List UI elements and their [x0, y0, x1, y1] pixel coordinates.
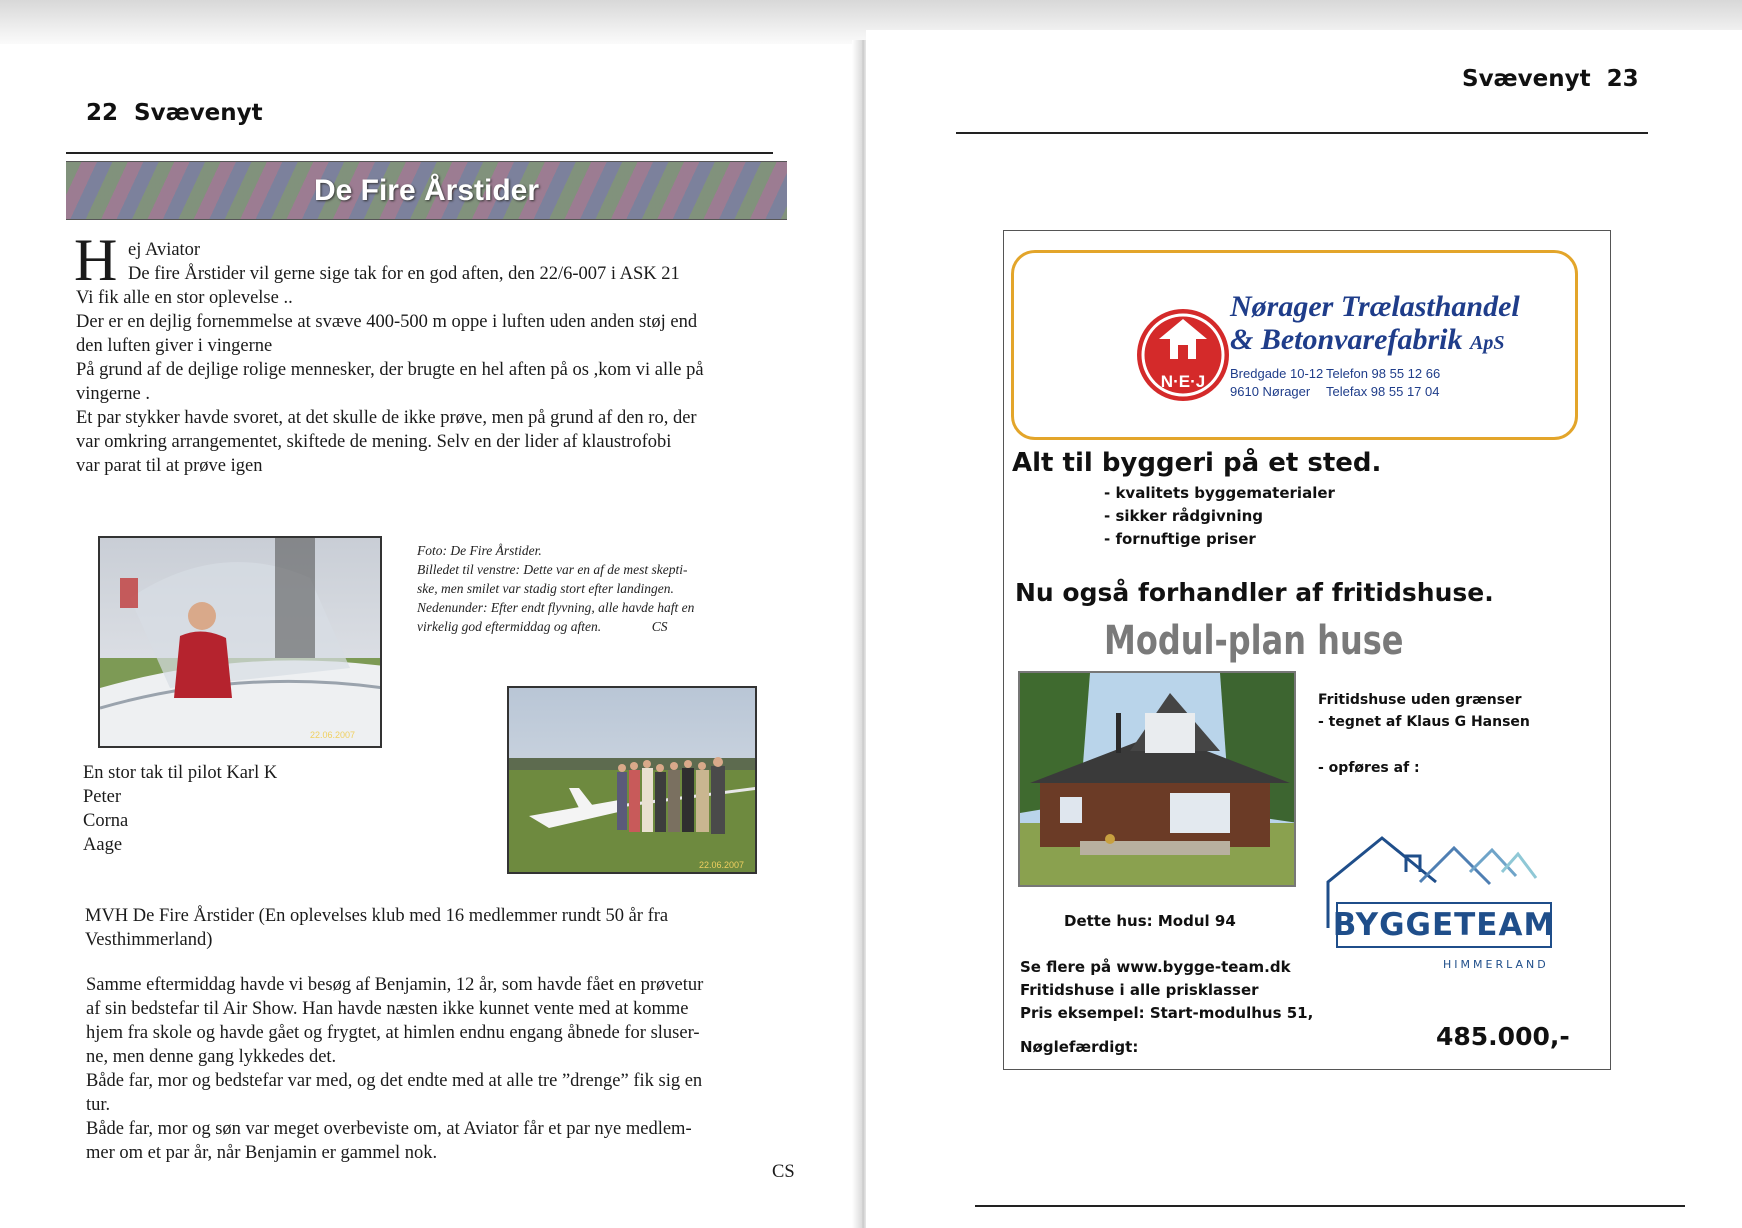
paragraph-line: Der er en dejlig fornemmelse at svæve 400-500 m oppe i luften uden anden støj end	[76, 312, 698, 332]
closing-line: af sin bedstefar til Air Show. Han havde næsten ikke kunnet vente med at komme	[86, 999, 689, 1019]
side-line: - tegnet af Klaus G Hansen	[1318, 714, 1530, 730]
company-name-line-2: & Betonvarefabrik ApS	[1230, 323, 1505, 356]
photo1-date-stamp: 22.06.2007	[310, 730, 356, 740]
company-suffix: ApS	[1470, 332, 1505, 354]
ad-bullet: - sikker rådgivning	[1104, 507, 1264, 525]
paragraph-line: var parat til at prøve igen	[76, 456, 263, 476]
right-footer-rule	[975, 1205, 1685, 1207]
paragraph-line: Et par stykker havde svoret, at det skulle de ikke prøve, men på grund af den ro, der	[76, 408, 697, 428]
closing-line: tur.	[86, 1095, 111, 1115]
right-page-header	[1462, 66, 1639, 92]
article-title-banner	[66, 161, 787, 220]
left-magazine-name: Svævenyt	[134, 100, 263, 126]
photo-caption	[417, 541, 817, 636]
closing-line: ne, men denne gang lykkedes det.	[86, 1047, 337, 1067]
thanks-line: En stor tak til pilot Karl K	[83, 763, 278, 783]
caption-line: Nedenunder: Efter endt flyvning, alle havde haft en	[417, 600, 695, 615]
price-value: 485.000,-	[1436, 1022, 1570, 1051]
intro-line-1: ej Aviator	[128, 240, 201, 260]
caption-line: virkelig god eftermiddag og aften. CS	[417, 619, 668, 634]
company-fax: Telefax 98 55 17 04	[1326, 384, 1440, 399]
right-magazine-name: Svævenyt	[1462, 66, 1591, 92]
photo2-date-stamp: 22.06.2007	[699, 860, 745, 870]
intro-text	[128, 238, 768, 286]
closing-line: Samme eftermiddag havde vi besøg af Benjamin, 12 år, som havde fået en prøvetur	[86, 975, 704, 995]
left-header-rule	[66, 152, 773, 154]
side-line: Fritidshuse uden grænser	[1318, 692, 1522, 708]
right-page-number: 23	[1606, 66, 1639, 92]
closing-line: hjem fra skole og havde gået og frygtet, at himlen endnu engang åbnede for sluser-	[86, 1023, 700, 1043]
mvh-line-2: Vesthimmerland)	[85, 930, 213, 950]
ad-bullet: - fornuftige priser	[1104, 530, 1256, 548]
thanks-list	[83, 761, 383, 857]
byggeteam-logo-word: BYGGETEAM	[1336, 902, 1552, 948]
ad-headline-2: Nu også forhandler af fritidshuse.	[1015, 578, 1494, 607]
caption-line: ske, men smilet var stadig stort efter landingen.	[417, 581, 674, 596]
group-photo	[507, 686, 757, 874]
company-city: 9610 Nørager	[1230, 384, 1311, 399]
company-phone: Telefon 98 55 12 66	[1326, 366, 1441, 381]
company-name-line-1: Nørager Trælasthandel	[1230, 290, 1520, 323]
info-line: Se flere på www.bygge-team.dk	[1020, 958, 1291, 976]
house-photo-image	[1020, 673, 1296, 887]
logo-letters: N·E·J	[1160, 372, 1206, 391]
mvh-line-1: MVH De Fire Årstider (En oplevelses klub med 16 medlemmer rundt 50 år fra	[85, 906, 669, 926]
info-line: Fritidshuse i alle prisklasser	[1020, 981, 1259, 999]
mvh-line	[85, 904, 805, 952]
thanks-line: Corna	[83, 811, 129, 831]
byggeteam-region: HIMMERLAND	[1443, 958, 1549, 971]
paragraph-line: Vi fik alle en stor oplevelse ..	[76, 288, 293, 308]
modul-plan-title: Modul-plan huse	[1104, 618, 1404, 664]
house-label: Dette hus: Modul 94	[1064, 912, 1236, 930]
caption-line: Billedet til venstre: Dette var en af de mest skepti-	[417, 562, 688, 577]
closing-line: Både far, mor og bedstefar var med, og det endte med at alle tre ”drenge” fik sig en	[86, 1071, 703, 1091]
thanks-line: Aage	[83, 835, 123, 855]
group-photo-image	[509, 688, 757, 874]
cockpit-photo-image	[100, 538, 382, 748]
intro-line-2: De fire Årstider vil gerne sige tak for en god aften, den 22/6-007 i ASK 21	[128, 264, 680, 284]
info-line: Pris eksempel: Start-modulhus 51,	[1020, 1004, 1314, 1022]
caption-signature: CS	[651, 619, 668, 634]
ad-bullet: - kvalitets byggematerialer	[1104, 484, 1335, 502]
paragraph-line: den luften giver i vingerne	[76, 336, 273, 356]
company-street: Bredgade 10-12	[1230, 366, 1324, 381]
house-photo	[1018, 671, 1296, 887]
thanks-line: Peter	[83, 787, 122, 807]
caption-line: Foto: De Fire Årstider.	[417, 543, 542, 558]
key-ready-label: Nøglefærdigt:	[1020, 1038, 1139, 1056]
ad-headline: Alt til byggeri på et sted.	[1012, 448, 1382, 478]
nej-logo	[1133, 295, 1233, 411]
closing-line: Både far, mor og søn var meget overbeviste om, at Aviator får et par nye medlem-	[86, 1119, 692, 1139]
right-header-rule	[956, 132, 1648, 134]
left-page-number: 22	[86, 100, 119, 126]
closing-paragraph	[86, 973, 806, 1165]
opfores-label: - opføres af :	[1318, 760, 1420, 776]
article-title: De Fire Årstider	[313, 173, 540, 207]
drop-cap: H	[74, 227, 118, 293]
article-paragraph	[76, 286, 796, 478]
paragraph-line: vingerne .	[76, 384, 150, 404]
article-signature: CS	[772, 1162, 795, 1182]
left-page-header	[86, 100, 263, 126]
paragraph-line: På grund af de dejlige rolige mennesker, der brugte en hel aften på os ,kom vi alle på	[76, 360, 704, 380]
glider-cockpit-photo	[98, 536, 382, 748]
closing-line: mer om et par år, når Benjamin er gammel nok.	[86, 1143, 438, 1163]
paragraph-line: var omkring arrangementet, skiftede de mening. Selv en der lider af klaustrofobi	[76, 432, 672, 452]
